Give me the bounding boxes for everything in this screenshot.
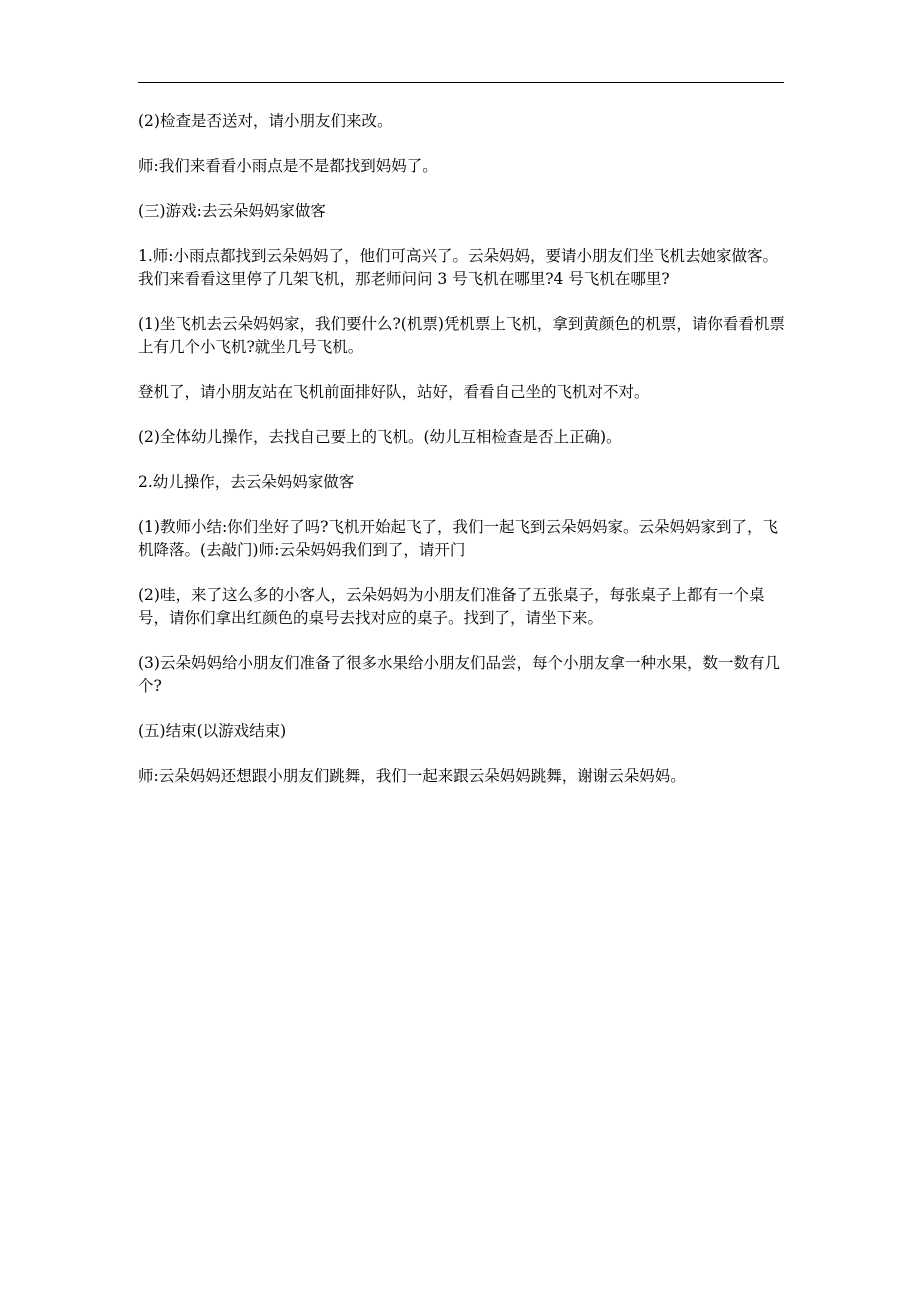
paragraph: (2)检查是否送对，请小朋友们来改。: [138, 112, 393, 130]
document-body: [138, 110, 788, 810]
paragraph: (3)云朵妈妈给小朋友们准备了很多水果给小朋友们品尝，每个小朋友拿一种水果，数一数有几个?: [138, 654, 780, 695]
paragraph: (2)哇，来了这么多的小客人，云朵妈妈为小朋友们准备了五张桌子，每张桌子上都有一个桌号，请你们拿出红颜色的桌号去找对应的桌子。找到了，请坐下来。: [138, 586, 765, 627]
section-heading: (五)结束(以游戏结束): [138, 722, 287, 740]
paragraph: 师:我们来看看小雨点是不是都找到妈妈了。: [138, 157, 438, 175]
paragraph: (1)教师小结:你们坐好了吗?飞机开始起飞了，我们一起飞到云朵妈妈家。云朵妈妈家到了，飞机降落。(去敲门)师:云朵妈妈我们到了，请开门: [138, 518, 778, 559]
header-rule: [138, 82, 784, 83]
paragraph: 2.幼儿操作，去云朵妈妈家做客: [138, 473, 355, 491]
paragraph: 师:云朵妈妈还想跟小朋友们跳舞，我们一起来跟云朵妈妈跳舞，谢谢云朵妈妈。: [138, 767, 686, 785]
paragraph: (1)坐飞机去云朵妈妈家，我们要什么?(机票)凭机票上飞机，拿到黄颜色的机票，请你看看机票上有几个小飞机?就坐几号飞机。: [138, 315, 785, 356]
paragraph: 1.师:小雨点都找到云朵妈妈了，他们可高兴了。云朵妈妈，要请小朋友们坐飞机去她家做客。我们来看看这里停了几架飞机，那老师问问 3 号飞机在哪里?4 号飞机在哪里?: [138, 247, 779, 288]
paragraph: (2)全体幼儿操作，去找自己要上的飞机。(幼儿互相检查是否上正确)。: [138, 428, 622, 446]
section-heading: (三)游戏:去云朵妈妈家做客: [138, 202, 326, 220]
paragraph: 登机了，请小朋友站在飞机前面排好队，站好，看看自己坐的飞机对不对。: [138, 383, 650, 401]
